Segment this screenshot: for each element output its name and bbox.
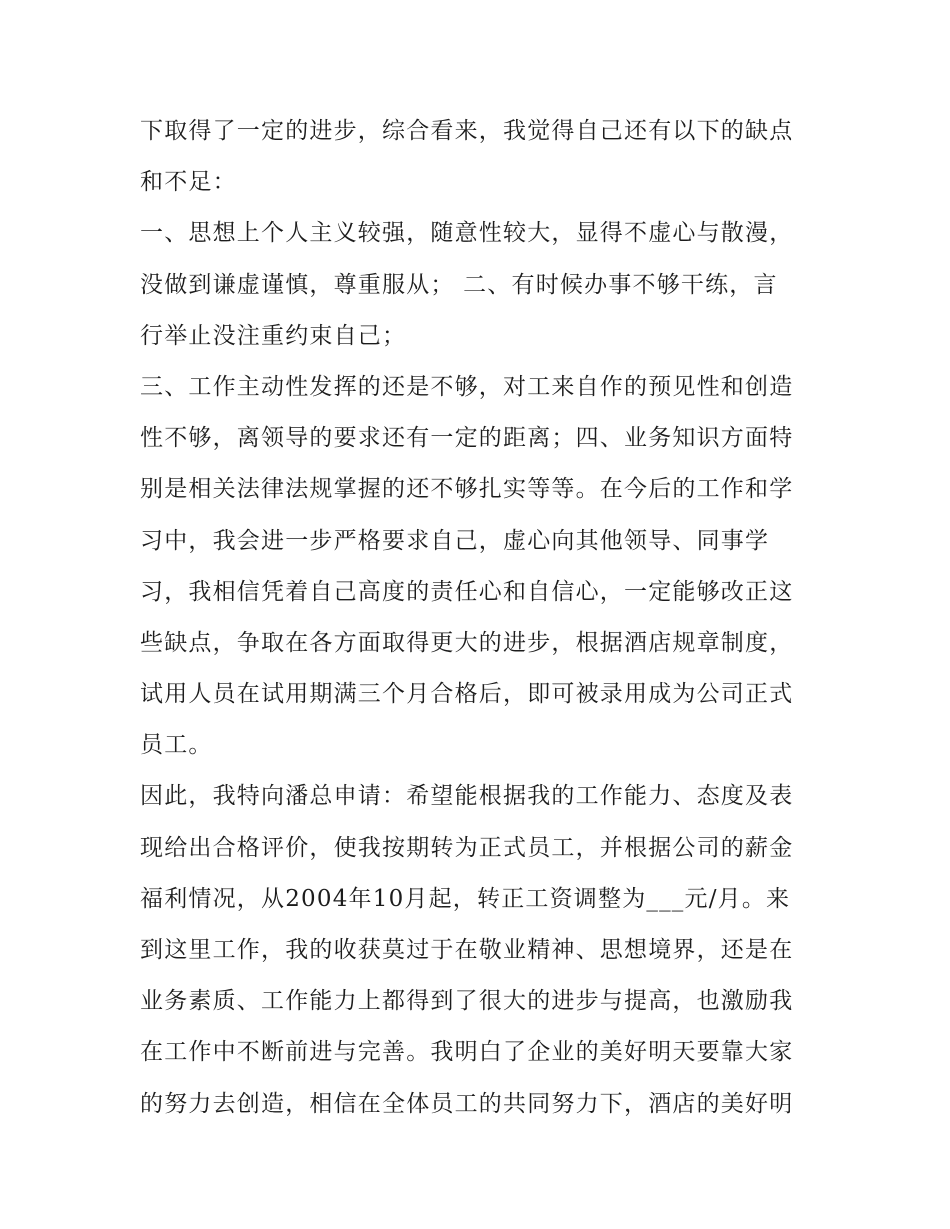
text-line-10: 习，我相信凭着自己高度的责任心和自信心，一定能够改正这 — [140, 578, 794, 605]
text-line-7: 性不够，离领导的要求还有一定的距离；四、业务知识方面特 — [140, 425, 794, 452]
text-line-15: 现给出合格评价，使我按期转为正式员工，并根据公司的薪金 — [140, 834, 794, 861]
text-line-20: 的努力去创造，相信在全体员工的共同努力下，酒店的美好明 — [140, 1090, 794, 1117]
body-text — [140, 106, 830, 1130]
text-line-2: 和不足： — [140, 169, 237, 196]
text-line-6: 三、工作主动性发挥的还是不够，对工来自作的预见性和创造 — [140, 373, 794, 400]
text-line-8: 别是相关法律法规掌握的还不够扎实等等。在今后的工作和学 — [140, 476, 794, 503]
text-line-1: 下取得了一定的进步，综合看来，我觉得自己还有以下的缺点 — [140, 118, 794, 144]
text-line-19: 在工作中不断前进与完善。我明白了企业的美好明天要靠大家 — [140, 1039, 794, 1066]
text-line-17: 到这里工作，我的收获莫过于在敬业精神、思想境界，还是在 — [140, 937, 794, 963]
text-line-16: 福利情况，从2004年10月起，转正工资调整为___元/月。来 — [140, 885, 791, 912]
text-line-4: 没做到谦虚谨慎，尊重服从； 二、有时候办事不够干练，言 — [140, 271, 778, 298]
text-line-12: 试用人员在试用期满三个月合格后，即可被录用成为公司正式 — [140, 681, 794, 708]
text-line-9: 习中，我会进一步严格要求自己，虚心向其他领导、同事学 — [140, 527, 770, 554]
text-line-13: 员工。 — [140, 732, 213, 759]
text-line-3: 一、思想上个人主义较强，随意性较大，显得不虚心与散漫， — [140, 220, 794, 247]
text-line-18: 业务素质、工作能力上都得到了很大的进步与提高，也激励我 — [140, 988, 794, 1015]
text-line-5: 行举止没注重约束自己； — [140, 322, 407, 349]
text-line-14: 因此，我特向潘总申请：希望能根据我的工作能力、态度及表 — [140, 783, 794, 810]
text-line-11: 些缺点，争取在各方面取得更大的进步，根据酒店规章制度， — [140, 629, 794, 656]
